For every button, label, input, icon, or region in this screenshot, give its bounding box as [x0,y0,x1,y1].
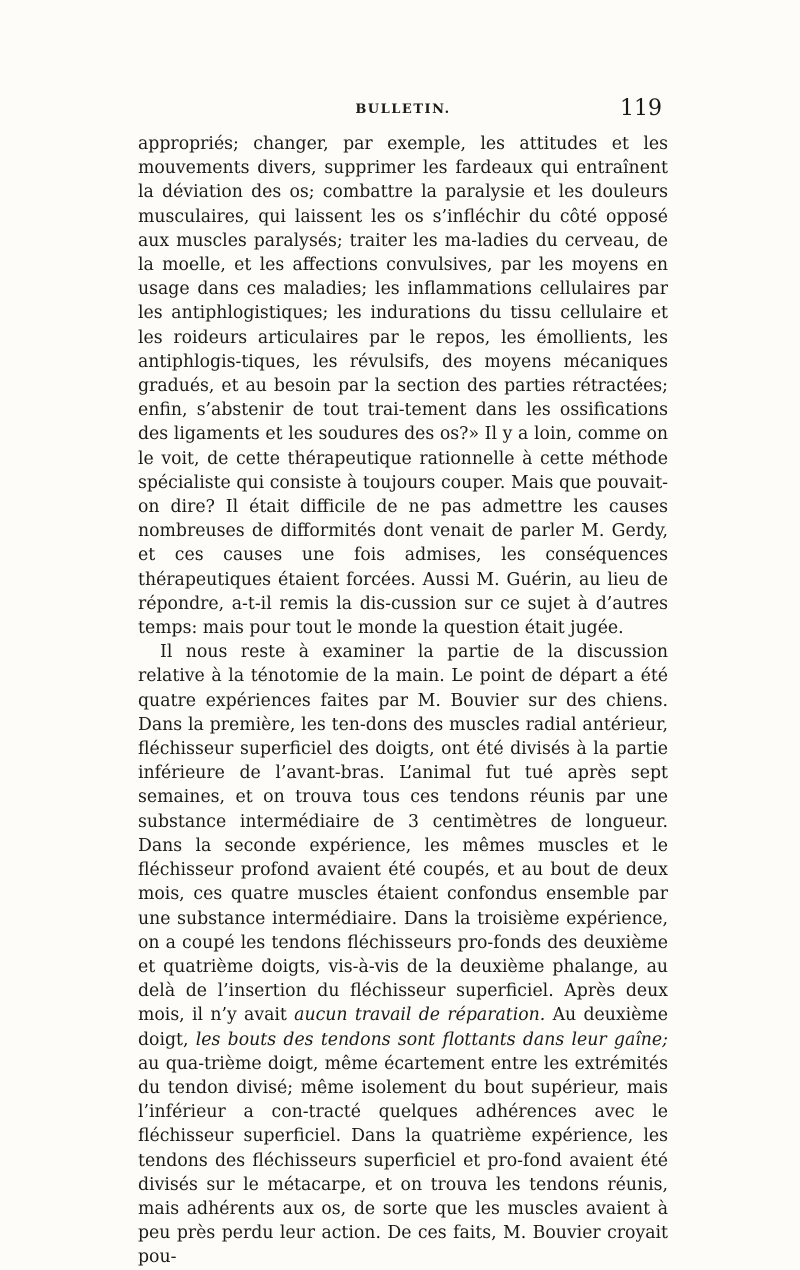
page-number: 119 [620,96,662,121]
italic-phrase-reparation: aucun travail de réparation. [294,1005,546,1026]
book-page [138,96,669,1268]
paragraph-2-text-b: Au deuxième doigt, [138,1005,669,1050]
running-title: BULLETIN. [355,102,451,117]
paragraph-2-text-c: au qua-trième doigt, même écartement entre les extrémités du tendon divisé; même isolement du bout supérieur, mais l’inférieur a con-tracté quelques adhérences avec le fléchisseur superficiel. Dans la quatrième expérience, les tendons des fléchisseurs superficiel et pro-fond avaient été divisés sur le métacarpe, et on trouva les tendons réunis, mais adhérents aux os, de sorte que les muscles avaient à peu près perdu leur action. De ces faits, M. Bouvier croyait pou- [138,1053,668,1268]
paragraph-continuation [138,132,668,640]
italic-phrase-tendons: les bouts des tendons sont flottants dans leur gaîne; [195,1029,668,1050]
paragraph-2-text-a: Il nous reste à examiner la partie de la discussion relative à la ténotomie de la main. Le point de départ a été quatre expériences faites par M. Bouvier sur des chiens. Dans la première, les ten-dons des muscles radial antérieur, fléchisseur superficiel des doigts, ont été divisés à la partie inférieure de l’avant-bras. L’animal fut tué après sept semaines, et on trouva tous ces tendons réunis par une substance intermédiaire de 3 centimètres de longueur. Dans la seconde expérience, les mêmes muscles et le fléchisseur profond avaient été coupés, et au bout de deux mois, ces quatre muscles étaient confondus ensemble par une substance intermédiaire. Dans la troisième expérience, on a coupé les tendons fléchisseurs pro-fonds des deuxième et quatrième doigts, vis-à-vis de la deuxième phalange, au delà de l’insertion du fléchisseur superficiel. Après deux mois, il n’y avait [138,642,668,1026]
running-head [138,96,668,132]
body-text [138,132,668,1270]
paragraph-tenotomie [138,640,668,1269]
paragraph-1-text: appropriés; changer, par exemple, les attitudes et les mouvements divers, supprimer les fardeaux qui entraînent la déviation des os; combattre la paralysie et les douleurs musculaires, qui laissent les os s’infléchir du côté opposé aux muscles paralysés; traiter les ma-ladies du cerveau, de la moelle, et les affections convulsives, par les moyens en usage dans ces maladies; les inflammations cellulaires par les antiphlogistiques; les indurations du tissu cellulaire et les roideurs articulaires par le repos, les émollients, les antiphlogis-tiques, les révulsifs, des moyens mécaniques gradués, et au besoin par la section des parties rétractées; enfin, s’abstenir de tout trai-tement dans les ossifications des ligaments et les soudures des os?» Il y a loin, comme on le voit, de cette thérapeutique rationnelle à cette méthode spécialiste qui consiste à toujours couper. Mais que pouvait-on dire? Il était difficile de ne pas admettre les causes nombreuses de difformités dont venait de parler M. Gerdy, et ces causes une fois admises, les conséquences thérapeutiques étaient forcées. Aussi M. Guérin, au lieu de répondre, a-t-il remis la dis-cussion sur ce sujet à d’autres temps: mais pour tout le monde la question était jugée. [138,134,668,639]
